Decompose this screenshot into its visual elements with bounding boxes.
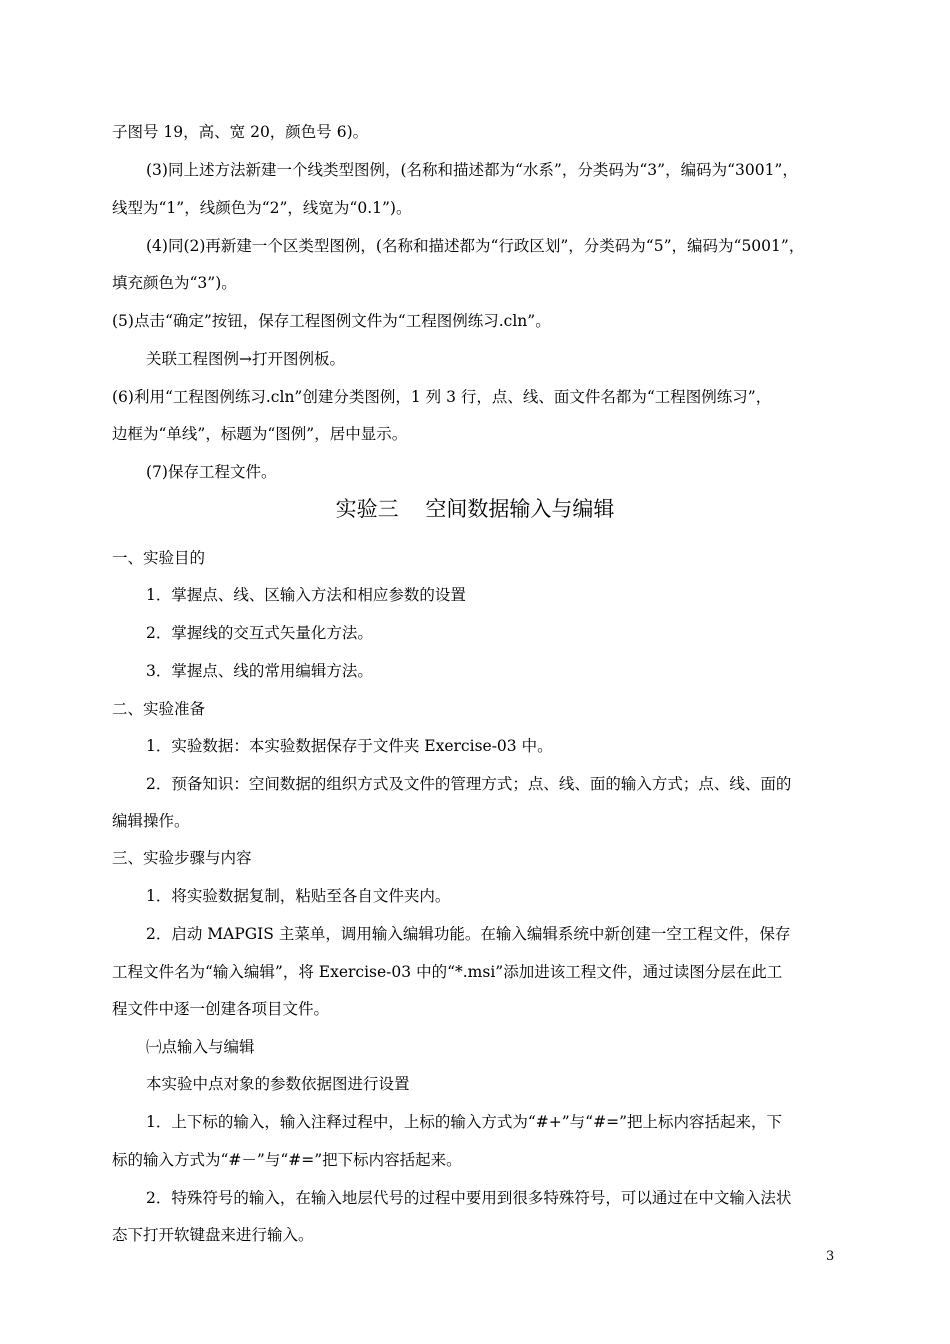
page-number: 3 [826, 1249, 835, 1264]
list-item: 1．掌握点、线、区输入方法和相应参数的设置 [146, 586, 466, 604]
text-line: (4)同(2)再新建一个区类型图例，(名称和描述都为“行政区划”，分类码为“5”，编码为“5001”， [146, 237, 805, 255]
list-item: 3．掌握点、线的常用编辑方法。 [146, 662, 373, 680]
text-line: (6)利用“工程图例练习.cln”创建分类图例，1 列 3 行，点、线、面文件名都为“工程图例练习”， [112, 388, 772, 406]
text-line: 边框为“单线”，标题为“图例”，居中显示。 [112, 425, 408, 443]
text-line: (5)点击“确定”按钮，保存工程图例文件为“工程图例练习.cln”。 [112, 312, 551, 330]
text-line: 本实验中点对象的参数依据图进行设置 [146, 1075, 410, 1093]
text-line: 编辑操作。 [112, 812, 190, 830]
text-line: (7)保存工程文件。 [146, 463, 277, 481]
list-item: 1．将实验数据复制，粘贴至各自文件夹内。 [146, 887, 451, 905]
section-title: 实验三 空间数据输入与编辑 [335, 497, 615, 521]
text-line: 态下打开软键盘来进行输入。 [112, 1226, 314, 1244]
list-item: 2．启动 MAPGIS 主菜单，调用输入编辑功能。在输入编辑系统中新创建一空工程文件，保存 [146, 925, 791, 943]
list-item: 1．上下标的输入，输入注释过程中，上标的输入方式为“#+”与“#=”把上标内容括起来，下 [146, 1113, 783, 1131]
section-heading: 三、实验步骤与内容 [112, 849, 252, 867]
text-line: 关联工程图例→打开图例板。 [146, 350, 345, 368]
section-heading: 二、实验准备 [112, 700, 206, 718]
section-heading: 一、实验目的 [112, 549, 206, 567]
subsection-heading: ㈠点输入与编辑 [146, 1038, 255, 1056]
text-line: 程文件中逐一创建各项目文件。 [112, 1000, 330, 1018]
list-item: 2．特殊符号的输入，在输入地层代号的过程中要用到很多特殊符号，可以通过在中文输入法状 [146, 1189, 792, 1207]
text-line: 子图号 19，高、宽 20，颜色号 6)。 [112, 123, 369, 141]
list-item: 2．掌握线的交互式矢量化方法。 [146, 624, 373, 642]
text-line: 线型为“1”，线颜色为“2”，线宽为“0.1”)。 [112, 199, 412, 217]
list-item: 1．实验数据：本实验数据保存于文件夹 Exercise-03 中。 [146, 737, 553, 755]
text-line: 填充颜色为“3”)。 [112, 274, 237, 292]
text-line: 标的输入方式为“#－”与“#=”把下标内容括起来。 [112, 1151, 462, 1169]
text-line: 工程文件名为“输入编辑”，将 Exercise-03 中的“*.msi”添加进该工程文件，通过读图分层在此工 [112, 963, 783, 981]
text-line: (3)同上述方法新建一个线类型图例，(名称和描述都为“水系”，分类码为“3”，编码为“3001”， [146, 161, 798, 179]
list-item: 2．预备知识：空间数据的组织方式及文件的管理方式；点、线、面的输入方式；点、线、面的 [146, 775, 792, 793]
